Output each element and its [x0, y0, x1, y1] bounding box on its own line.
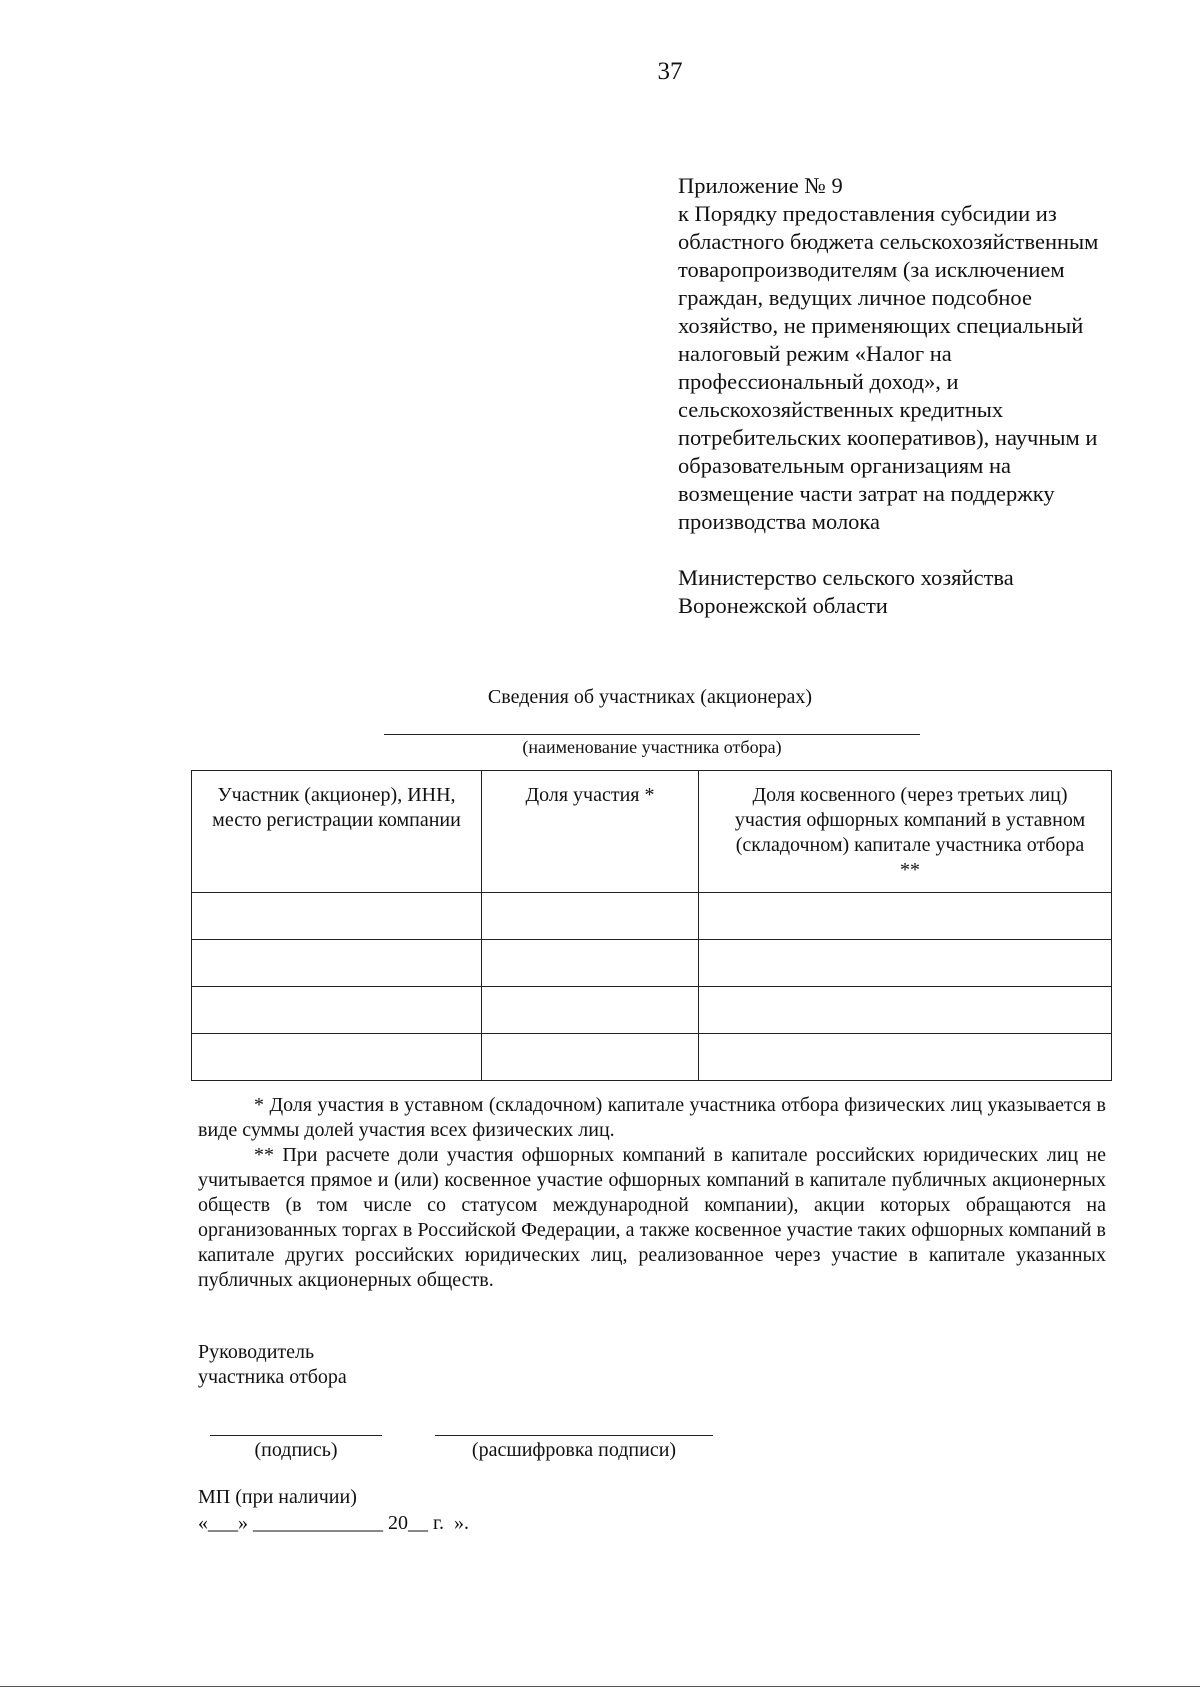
footnote-1: * Доля участия в уставном (складочном) капитале участника отбора физических лиц указывается в виде суммы долей участия всех физических лиц. [198, 1094, 1106, 1141]
footnote-2: ** При расчете доли участия офшорных компаний в капитале российских юридических лиц не учитывается прямое и (или) косвенное участие офшорных компаний в капитале публичных акционерных обществ (в том числе со статусом международной компании), акции которых обращаются на организованных торгах в Российской Федерации, а также косвенное участие таких офшорных компаний в капитале других российских юридических лиц, реализованное через участие в капитале указанных публичных акционерных обществ. [198, 1144, 1106, 1291]
signature-decoding-line[interactable] [435, 1435, 713, 1436]
table-cell[interactable] [192, 1034, 482, 1081]
appendix-line: возмещение части затрат на поддержку [678, 481, 1055, 506]
ministry-line: Воронежской области [678, 593, 888, 618]
appendix-line: граждан, ведущих личное подсобное [678, 285, 1032, 310]
table-header-row [192, 771, 1112, 893]
stamp-label: МП (при наличии) [198, 1486, 357, 1508]
table-cell[interactable] [192, 987, 482, 1034]
appendix-line: хозяйство, не применяющих специальный [678, 313, 1084, 338]
table-cell[interactable] [699, 893, 1112, 940]
participant-name-line[interactable] [384, 734, 920, 735]
ministry-line: Министерство сельского хозяйства [678, 565, 1014, 590]
appendix-line: к Порядку предоставления субсидии из [678, 201, 1057, 226]
signature-caption: (подпись) [254, 1439, 338, 1461]
signature-decoding-caption: (расшифровка подписи) [471, 1439, 677, 1461]
signature-line[interactable] [210, 1435, 382, 1436]
table-cell[interactable] [482, 1034, 699, 1081]
header-participant: Участник (акционер), ИНН, место регистрации компании [192, 771, 482, 893]
table-row [192, 987, 1112, 1034]
table-cell[interactable] [699, 987, 1112, 1034]
date-line: «___» _____________ 20__ г. ». [198, 1512, 469, 1534]
appendix-line: производства молока [678, 509, 880, 534]
table-row [192, 1034, 1112, 1081]
table-cell[interactable] [192, 940, 482, 987]
bottom-rule [0, 1686, 1200, 1687]
table-cell[interactable] [482, 987, 699, 1034]
appendix-line: налоговый режим «Налог на [678, 341, 952, 366]
document-title: Сведения об участниках (акционерах) [487, 686, 813, 708]
appendix-block [678, 172, 1158, 620]
appendix-line: потребительских кооперативов), научным и [678, 425, 1098, 450]
participant-name-caption: (наименование участника отбора) [522, 737, 782, 757]
appendix-title: Приложение № 9 [678, 173, 843, 198]
table-row [192, 893, 1112, 940]
appendix-line: сельскохозяйственных кредитных [678, 397, 1004, 422]
table-cell[interactable] [192, 893, 482, 940]
signer-title: Руководитель [198, 1341, 315, 1363]
table-cell[interactable] [699, 1034, 1112, 1081]
page-number: 37 [657, 58, 683, 85]
header-indirect-share: Доля косвенного (через третьих лиц) участия офшорных компаний в уставном (складочном) капитале участника отбора ** [699, 771, 1112, 893]
header-share: Доля участия * [482, 771, 699, 893]
footnotes [198, 1093, 1106, 1293]
appendix-line: областного бюджета сельскохозяйственным [678, 229, 1099, 254]
participants-table [191, 770, 1112, 1081]
table-cell[interactable] [699, 940, 1112, 987]
appendix-line: профессиональный доход», и [678, 369, 959, 394]
signer-subtitle: участника отбора [198, 1366, 347, 1388]
table-row [192, 940, 1112, 987]
appendix-line: образовательным организациям на [678, 453, 1011, 478]
signer-block [198, 1340, 347, 1390]
table-cell[interactable] [482, 940, 699, 987]
appendix-line: товаропроизводителям (за исключением [678, 257, 1065, 282]
table-cell[interactable] [482, 893, 699, 940]
